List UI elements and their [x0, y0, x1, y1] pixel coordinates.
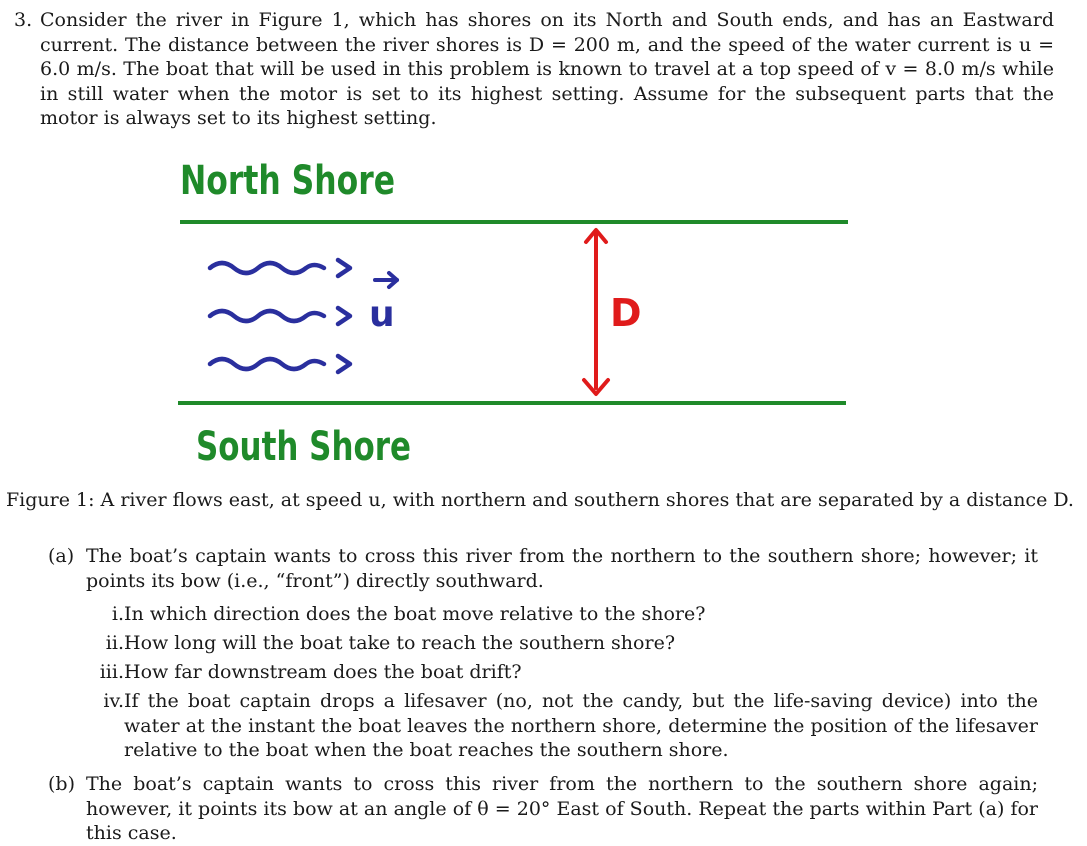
- south-shore-label: South Shore: [196, 424, 411, 470]
- subpart-text: How far downstream does the boat drift?: [124, 661, 522, 683]
- part-b-text: The boat’s captain wants to cross this river from the northern to the southern shore again; however, it points its bow at an angle of θ = 20° East of South. Repeat the parts within Part (a) for this case.: [86, 773, 1038, 844]
- vector-arrow-icon: [375, 273, 397, 287]
- distance-arrow-icon: [584, 230, 608, 394]
- subpart-label: i.: [111, 603, 124, 625]
- problem-statement: [14, 8, 1054, 131]
- figure-caption: Figure 1: A river flows east, at speed u, with northern and southern shores that are separated by a distance D.: [6, 489, 1074, 511]
- current-arrow-icon: [210, 308, 350, 324]
- part-b-label: (b): [48, 773, 75, 795]
- subpart-iii: [94, 660, 1038, 685]
- distance-label: D: [610, 291, 642, 335]
- subpart-label: iii.: [99, 661, 124, 683]
- problem-text: Consider the river in Figure 1, which has shores on its North and South ends, and has an Eastward current. The distance between the river shores is D = 200 m, and the speed of the water current is u = 6.0 m/s. The boat that will be used in this problem is known to travel at a top speed of v = 8.0 m/s while in still water when the motor is set to its highest setting. Assume for the subsequent parts that the motor is always set to its highest setting.: [40, 9, 1054, 129]
- subpart-text: How long will the boat take to reach the southern shore?: [124, 632, 675, 654]
- part-a-label: (a): [48, 545, 75, 567]
- part-b: [48, 772, 1038, 846]
- problem-number: 3.: [14, 9, 33, 31]
- current-speed-label: u: [369, 294, 395, 335]
- current-arrow-icon: [210, 356, 350, 372]
- subpart-text: In which direction does the boat move relative to the shore?: [124, 603, 706, 625]
- subpart-iv: [94, 689, 1038, 763]
- subpart-label: ii.: [105, 632, 124, 654]
- river-figure: [170, 148, 860, 478]
- subpart-label: iv.: [103, 690, 124, 712]
- part-a-text: The boat’s captain wants to cross this river from the northern to the southern shore; however; it points its bow (i.e., “front”) directly southward.: [86, 545, 1038, 592]
- part-a: [48, 544, 1038, 593]
- north-shore-label: North Shore: [180, 158, 395, 204]
- subpart-ii: [94, 631, 1038, 656]
- current-arrow-icon: [210, 260, 350, 276]
- subpart-i: [94, 602, 1038, 627]
- subpart-text: If the boat captain drops a lifesaver (no, not the candy, but the life-saving device) into the water at the instant the boat leaves the northern shore, determine the position of the lifesaver relative to the boat when the boat reaches the southern shore.: [124, 690, 1038, 761]
